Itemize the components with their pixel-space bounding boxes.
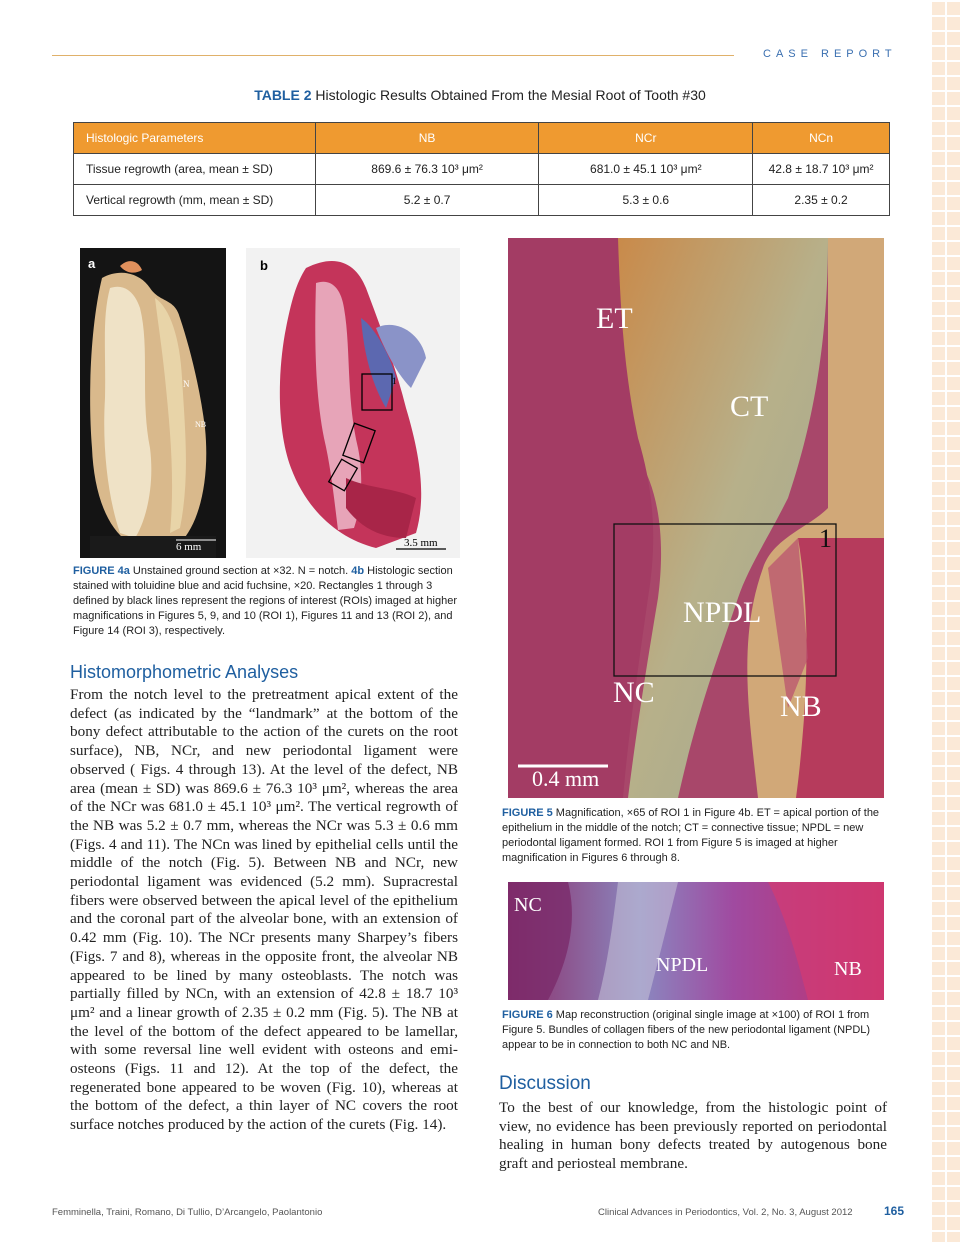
- nb-label: NB: [834, 958, 862, 980]
- figure-6-caption: [502, 1008, 892, 1053]
- table-label: TABLE 2: [254, 87, 312, 103]
- table-row: [74, 154, 890, 185]
- figure-4-caption: [73, 564, 468, 639]
- panel-letter: b: [260, 258, 268, 273]
- section-label: CASE REPORT: [763, 48, 897, 60]
- caption-text: Magnification, ×65 of ROI 1 in Figure 4b. ET = apical portion of the epithelium in the middle of the notch; CT = connective tissue; NPDL = new periodontal ligament formed. ROI 1 from Figure 5 is imaged at higher magnification in Figures 6 through 8.: [502, 807, 880, 864]
- figure-number: FIGURE 6: [502, 1009, 553, 1021]
- nb-label: NB: [195, 420, 207, 429]
- roi-label: 1: [392, 376, 397, 386]
- figure-5-image: [508, 238, 884, 798]
- caption-text: Histologic section stained with toluidine blue and acid fuchsine, ×20. Rectangles 1 through 3 defined by black lines represent the regions of interest (ROIs) imaged at higher magnifications in Figures 5, 9, and 10 (ROI 1), Figures 11 and 13 (ROI 2), and Figure 14 (ROI 3), respectively.: [73, 565, 457, 637]
- body-paragraph: From the notch level to the pretreatment apical extent of the defect (as indicated by the “landmark” at the bottom of the bony defect attributable to the action of the curets on the root surface), NB, NCr, and new periodontal ligament were observed ( Figs. 4 through 13). At the level of the defect, NB area (mean ± SD) was 869.6 ± 76.3 10³ μm², whereas the area of the NCr was 681.0 ± 45.1 10³ μm². The vertical regrowth of the NB was 5.2 ± 0.7 mm, whereas the NCr was 5.3 ± 0.6 mm (Figs. 4 and 11). The NCn was lined by epithelial cells until the middle of the notch (Fig. 5). Between NB and NCr, new periodontal ligament was evidenced (5.2 mm). Supracrestal fibers were observed between the apical level of the epithelium and the coronal part of the alveolar bone, with an extension of 0.42 mm (Fig. 10). The NCr presents many Sharpey’s fibers (Figs. 7 and 8), whereas in the opposite front, the alveolar NB appeared to be lined by many osteoblasts. The notch was partially filled by NCn, with an extension of 42.8 ± 18.7 10³ μm² and a linear growth of 2.35 ± 0.2 mm (Fig. 5). The NB at the level of the bottom of the defect appeared to be lamellar, with some reversal line well evident with osteons and emi-osteons (Figs. 11 and 12). At the top of the defect, the regenerated bone appeared to be woven (Fig. 10), whereas at the bottom of the defect, a thin layer of NC covers the root surface notches produced by the action of the curets (Fig. 14).: [70, 686, 458, 1134]
- column-header: NCr: [539, 123, 753, 154]
- figure-subnumber: 4b: [351, 565, 365, 577]
- scale-label: 0.4 mm: [532, 766, 600, 791]
- footer-journal: Clinical Advances in Periodontics, Vol. 2, No. 3, August 2012: [598, 1207, 853, 1218]
- results-table: [73, 122, 890, 216]
- table-header-row: [74, 123, 890, 154]
- section-heading: Discussion: [499, 1073, 591, 1094]
- table-cell: 681.0 ± 45.1 10³ μm²: [539, 154, 753, 185]
- notch-label: N: [183, 379, 190, 389]
- table-cell: 869.6 ± 76.3 10³ μm²: [315, 154, 539, 185]
- scale-label: 6 mm: [176, 541, 202, 553]
- table-title: Histologic Results Obtained From the Mesial Root of Tooth #30: [315, 87, 706, 103]
- figure-5-caption: [502, 806, 892, 866]
- column-header: Histologic Parameters: [74, 123, 316, 154]
- column-header: NB: [315, 123, 539, 154]
- table-cell: 2.35 ± 0.2: [753, 185, 890, 216]
- scale-label: 3.5 mm: [404, 537, 438, 549]
- figure-4: [80, 248, 460, 558]
- table-cell: 5.2 ± 0.7: [315, 185, 539, 216]
- table-cell: Vertical regrowth (mm, mean ± SD): [74, 185, 316, 216]
- section-heading: Histomorphometric Analyses: [70, 662, 299, 682]
- roi-label: 1: [819, 524, 832, 553]
- page-number: 165: [884, 1204, 905, 1218]
- figure-number: FIGURE 5: [502, 807, 553, 819]
- table-cell: 42.8 ± 18.7 10³ μm²: [753, 154, 890, 185]
- caption-text: Unstained ground section at ×32. N = notch.: [129, 565, 352, 577]
- panel-letter: a: [88, 256, 96, 271]
- npdl-label: NPDL: [683, 596, 762, 629]
- figure-6-image: [508, 882, 884, 1000]
- nc-label: NC: [613, 676, 655, 709]
- npdl-label: NPDL: [656, 954, 709, 976]
- table-cell: Tissue regrowth (area, mean ± SD): [74, 154, 316, 185]
- table-cell: 5.3 ± 0.6: [539, 185, 753, 216]
- nc-label: NC: [514, 894, 542, 916]
- table-caption: [0, 87, 960, 103]
- figure-4a-image: [80, 248, 226, 558]
- decorative-edge-strip: [930, 0, 960, 1242]
- et-label: ET: [596, 302, 633, 335]
- column-header: NCn: [753, 123, 890, 154]
- table-row: [74, 185, 890, 216]
- header-rule: [52, 55, 734, 56]
- figure-number: FIGURE 4a: [73, 565, 130, 577]
- caption-text: Map reconstruction (original single image at ×100) of ROI 1 from Figure 5. Bundles of collagen fibers of the new periodontal ligament (NPDL) appear to be in connection to both NC and NB.: [502, 1009, 871, 1051]
- nb-label: NB: [780, 690, 822, 723]
- ct-label: CT: [730, 390, 769, 423]
- footer-authors: Femminella, Traini, Romano, Di Tullio, D’Arcangelo, Paolantonio: [52, 1207, 323, 1218]
- figure-4b-image: [246, 248, 460, 558]
- body-paragraph: To the best of our knowledge, from the histologic point of view, no evidence has been previously reported on periodontal healing in human bony defects treated by autogenous bone graft and periosteal membrane.: [499, 1099, 887, 1173]
